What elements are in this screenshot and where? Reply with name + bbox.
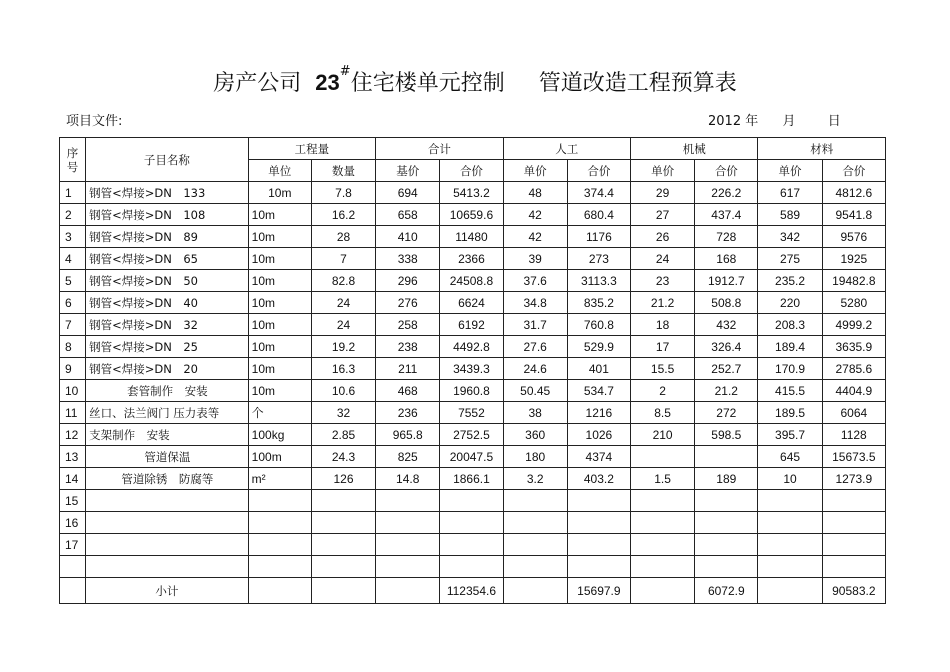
row-material-total: 6064 — [822, 402, 885, 424]
row-machine-unit-price: 23 — [630, 270, 694, 292]
row-base-price: 338 — [376, 248, 440, 270]
row-machine-unit-price: 2 — [630, 380, 694, 402]
row-quantity: 7 — [311, 248, 375, 270]
row-unit — [248, 490, 311, 512]
row-material-unit-price: 170.9 — [758, 358, 822, 380]
row-quantity: 24 — [311, 292, 375, 314]
date-year: 2012 年 — [708, 114, 759, 129]
table-row — [60, 402, 886, 424]
row-item-name: 钢管<焊接>DN 32 — [86, 314, 249, 336]
subtotal-material: 90583.2 — [822, 578, 885, 604]
title-company: 房产公司 — [213, 71, 302, 96]
row-material-unit-price: 189.4 — [758, 336, 822, 358]
row-material-unit-price — [758, 556, 822, 578]
row-material-unit-price: 589 — [758, 204, 822, 226]
row-quantity: 16.2 — [311, 204, 375, 226]
row-labor-total: 403.2 — [567, 468, 630, 490]
row-index: 6 — [60, 292, 86, 314]
header-labor-group: 人工 — [503, 138, 630, 160]
row-unit: 10m — [248, 226, 311, 248]
row-labor-total: 401 — [567, 358, 630, 380]
row-machine-total: 189 — [695, 468, 758, 490]
row-labor-total: 1176 — [567, 226, 630, 248]
row-total-price: 10659.6 — [440, 204, 503, 226]
row-material-total: 4812.6 — [822, 182, 885, 204]
row-quantity — [311, 556, 375, 578]
row-unit: 10m — [248, 248, 311, 270]
row-machine-total: 1912.7 — [695, 270, 758, 292]
row-total-price — [440, 512, 503, 534]
row-machine-unit-price: 18 — [630, 314, 694, 336]
row-item-name: 支架制作 安装 — [86, 424, 249, 446]
header-quantity-group: 工程量 — [248, 138, 375, 160]
row-unit: 10m — [248, 204, 311, 226]
subtotal-total: 112354.6 — [440, 578, 503, 604]
row-base-price: 276 — [376, 292, 440, 314]
row-total-price: 7552 — [440, 402, 503, 424]
row-index: 3 — [60, 226, 86, 248]
row-quantity — [311, 512, 375, 534]
subtotal-row — [60, 578, 886, 604]
row-index: 14 — [60, 468, 86, 490]
row-material-total — [822, 534, 885, 556]
row-machine-unit-price: 15.5 — [630, 358, 694, 380]
row-unit: 个 — [248, 402, 311, 424]
row-labor-unit-price: 37.6 — [503, 270, 567, 292]
row-machine-total: 168 — [695, 248, 758, 270]
row-total-price: 6624 — [440, 292, 503, 314]
row-machine-unit-price: 24 — [630, 248, 694, 270]
row-material-unit-price — [758, 490, 822, 512]
table-row — [60, 358, 886, 380]
title-number-mark: # — [339, 64, 351, 79]
subtotal-machine: 6072.9 — [695, 578, 758, 604]
row-base-price: 14.8 — [376, 468, 440, 490]
row-index: 13 — [60, 446, 86, 468]
row-base-price: 211 — [376, 358, 440, 380]
row-index: 5 — [60, 270, 86, 292]
row-base-price — [376, 534, 440, 556]
row-material-unit-price: 645 — [758, 446, 822, 468]
row-quantity: 10.6 — [311, 380, 375, 402]
row-labor-unit-price: 24.6 — [503, 358, 567, 380]
row-material-unit-price: 189.5 — [758, 402, 822, 424]
row-index: 15 — [60, 490, 86, 512]
row-labor-total: 1026 — [567, 424, 630, 446]
subtotal-label: 小计 — [86, 578, 249, 604]
table-row — [60, 534, 886, 556]
row-quantity: 126 — [311, 468, 375, 490]
row-total-price: 2366 — [440, 248, 503, 270]
row-item-name: 钢管<焊接>DN 108 — [86, 204, 249, 226]
row-machine-unit-price — [630, 446, 694, 468]
row-machine-total: 598.5 — [695, 424, 758, 446]
row-item-name: 丝口、法兰阀门 压力表等 — [86, 402, 249, 424]
row-labor-total: 760.8 — [567, 314, 630, 336]
row-unit: 10m — [248, 292, 311, 314]
row-labor-unit-price: 180 — [503, 446, 567, 468]
row-machine-unit-price — [630, 556, 694, 578]
row-material-total — [822, 490, 885, 512]
row-base-price: 658 — [376, 204, 440, 226]
row-labor-total — [567, 490, 630, 512]
row-material-total: 1128 — [822, 424, 885, 446]
header-unit: 单位 — [248, 160, 311, 182]
row-machine-total — [695, 512, 758, 534]
table-row — [60, 424, 886, 446]
row-material-unit-price — [758, 534, 822, 556]
row-material-unit-price: 275 — [758, 248, 822, 270]
header-total-price: 合价 — [440, 160, 503, 182]
page-title — [0, 66, 950, 97]
header-material-group: 材料 — [758, 138, 886, 160]
row-machine-unit-price: 17 — [630, 336, 694, 358]
row-total-price: 5413.2 — [440, 182, 503, 204]
table-row — [60, 490, 886, 512]
row-unit: 10m — [248, 182, 311, 204]
header-row-1 — [60, 138, 886, 160]
row-labor-total: 4374 — [567, 446, 630, 468]
row-item-name — [86, 534, 249, 556]
row-labor-total — [567, 556, 630, 578]
row-total-price: 1866.1 — [440, 468, 503, 490]
row-material-unit-price: 395.7 — [758, 424, 822, 446]
project-file-label: 项目文件: — [66, 114, 123, 129]
table-row — [60, 380, 886, 402]
row-total-price — [440, 556, 503, 578]
row-labor-unit-price: 3.2 — [503, 468, 567, 490]
date-day: 日 — [827, 114, 841, 129]
row-base-price: 694 — [376, 182, 440, 204]
row-unit — [248, 534, 311, 556]
row-material-total: 4999.2 — [822, 314, 885, 336]
table-row — [60, 556, 886, 578]
row-base-price — [376, 556, 440, 578]
row-labor-total — [567, 512, 630, 534]
header-material-unit-price: 单价 — [758, 160, 822, 182]
header-machine-unit-price: 单价 — [630, 160, 694, 182]
table-row — [60, 292, 886, 314]
table-row — [60, 204, 886, 226]
row-material-total: 1925 — [822, 248, 885, 270]
row-labor-total: 374.4 — [567, 182, 630, 204]
row-total-price: 4492.8 — [440, 336, 503, 358]
row-total-price: 11480 — [440, 226, 503, 248]
table-row — [60, 336, 886, 358]
header-base-price: 基价 — [376, 160, 440, 182]
row-unit: 100m — [248, 446, 311, 468]
row-index: 8 — [60, 336, 86, 358]
row-index: 10 — [60, 380, 86, 402]
header-machine-total-price: 合价 — [695, 160, 758, 182]
row-index: 11 — [60, 402, 86, 424]
row-quantity: 24.3 — [311, 446, 375, 468]
row-material-unit-price: 342 — [758, 226, 822, 248]
row-item-name: 套管制作 安装 — [86, 380, 249, 402]
row-base-price: 258 — [376, 314, 440, 336]
row-item-name: 钢管<焊接>DN 40 — [86, 292, 249, 314]
row-material-unit-price: 220 — [758, 292, 822, 314]
header-quantity: 数量 — [311, 160, 375, 182]
row-base-price: 410 — [376, 226, 440, 248]
row-base-price: 238 — [376, 336, 440, 358]
row-quantity: 82.8 — [311, 270, 375, 292]
table-row — [60, 468, 886, 490]
row-material-total — [822, 512, 885, 534]
row-machine-unit-price — [630, 490, 694, 512]
row-index: 16 — [60, 512, 86, 534]
date-month: 月 — [782, 114, 796, 129]
row-quantity: 28 — [311, 226, 375, 248]
row-item-name: 钢管<焊接>DN 25 — [86, 336, 249, 358]
table-row — [60, 248, 886, 270]
row-labor-unit-price: 48 — [503, 182, 567, 204]
row-labor-total: 3113.3 — [567, 270, 630, 292]
row-unit — [248, 556, 311, 578]
row-material-unit-price — [758, 512, 822, 534]
row-labor-unit-price: 31.7 — [503, 314, 567, 336]
row-machine-total: 21.2 — [695, 380, 758, 402]
row-labor-unit-price: 50.45 — [503, 380, 567, 402]
row-unit: 100kg — [248, 424, 311, 446]
row-machine-unit-price: 210 — [630, 424, 694, 446]
table-row — [60, 182, 886, 204]
row-quantity: 32 — [311, 402, 375, 424]
row-total-price — [440, 534, 503, 556]
row-machine-unit-price — [630, 512, 694, 534]
row-machine-total — [695, 534, 758, 556]
table-row — [60, 226, 886, 248]
row-base-price: 825 — [376, 446, 440, 468]
row-machine-total: 437.4 — [695, 204, 758, 226]
header-labor-unit-price: 单价 — [503, 160, 567, 182]
title-building-number: 23 — [315, 70, 340, 95]
row-base-price: 296 — [376, 270, 440, 292]
row-total-price: 2752.5 — [440, 424, 503, 446]
row-quantity: 2.85 — [311, 424, 375, 446]
row-material-total: 3635.9 — [822, 336, 885, 358]
row-item-name — [86, 490, 249, 512]
row-machine-total: 252.7 — [695, 358, 758, 380]
row-machine-unit-price: 8.5 — [630, 402, 694, 424]
row-labor-unit-price: 42 — [503, 204, 567, 226]
row-material-total — [822, 556, 885, 578]
row-material-total: 4404.9 — [822, 380, 885, 402]
header-total-group: 合计 — [376, 138, 503, 160]
row-labor-unit-price — [503, 490, 567, 512]
row-unit: 10m — [248, 270, 311, 292]
row-material-unit-price: 235.2 — [758, 270, 822, 292]
row-index: 9 — [60, 358, 86, 380]
row-machine-unit-price — [630, 534, 694, 556]
header-item-name: 子目名称 — [86, 138, 249, 182]
row-item-name: 钢管<焊接>DN 20 — [86, 358, 249, 380]
row-index: 4 — [60, 248, 86, 270]
title-building: 住宅楼单元控制 — [350, 71, 505, 96]
row-machine-unit-price: 29 — [630, 182, 694, 204]
row-material-unit-price: 10 — [758, 468, 822, 490]
row-quantity — [311, 534, 375, 556]
row-base-price — [376, 490, 440, 512]
row-quantity — [311, 490, 375, 512]
row-unit: 10m — [248, 336, 311, 358]
row-labor-total: 680.4 — [567, 204, 630, 226]
row-quantity: 16.3 — [311, 358, 375, 380]
row-total-price: 20047.5 — [440, 446, 503, 468]
row-item-name: 钢管<焊接>DN 89 — [86, 226, 249, 248]
table-row — [60, 512, 886, 534]
row-machine-total: 326.4 — [695, 336, 758, 358]
row-machine-total: 226.2 — [695, 182, 758, 204]
row-index: 12 — [60, 424, 86, 446]
row-material-total: 19482.8 — [822, 270, 885, 292]
row-item-name — [86, 556, 249, 578]
row-item-name: 钢管<焊接>DN 133 — [86, 182, 249, 204]
row-index: 7 — [60, 314, 86, 336]
row-labor-unit-price: 42 — [503, 226, 567, 248]
row-labor-total: 273 — [567, 248, 630, 270]
row-item-name: 钢管<焊接>DN 65 — [86, 248, 249, 270]
row-material-total: 1273.9 — [822, 468, 885, 490]
row-unit — [248, 512, 311, 534]
row-unit: 10m — [248, 380, 311, 402]
subtotal-labor: 15697.9 — [567, 578, 630, 604]
table-row — [60, 446, 886, 468]
title-subject: 管道改造工程预算表 — [538, 71, 737, 96]
row-machine-total: 508.8 — [695, 292, 758, 314]
row-material-total: 9541.8 — [822, 204, 885, 226]
row-material-unit-price: 415.5 — [758, 380, 822, 402]
row-unit: 10m — [248, 358, 311, 380]
row-machine-total — [695, 556, 758, 578]
row-machine-unit-price: 27 — [630, 204, 694, 226]
row-total-price: 24508.8 — [440, 270, 503, 292]
row-material-total: 15673.5 — [822, 446, 885, 468]
row-index: 17 — [60, 534, 86, 556]
row-labor-total: 529.9 — [567, 336, 630, 358]
row-item-name — [86, 512, 249, 534]
header-labor-total-price: 合价 — [567, 160, 630, 182]
row-unit: 10m — [248, 314, 311, 336]
row-item-name: 管道保温 — [86, 446, 249, 468]
row-quantity: 24 — [311, 314, 375, 336]
header-material-total-price: 合价 — [822, 160, 885, 182]
row-labor-unit-price — [503, 512, 567, 534]
row-material-total: 2785.6 — [822, 358, 885, 380]
row-material-total: 9576 — [822, 226, 885, 248]
row-total-price — [440, 490, 503, 512]
subtotal-idx — [60, 578, 86, 604]
row-labor-unit-price: 39 — [503, 248, 567, 270]
row-labor-total — [567, 534, 630, 556]
row-machine-total: 432 — [695, 314, 758, 336]
row-item-name: 管道除锈 防腐等 — [86, 468, 249, 490]
row-base-price: 965.8 — [376, 424, 440, 446]
row-machine-unit-price: 26 — [630, 226, 694, 248]
row-total-price: 1960.8 — [440, 380, 503, 402]
row-labor-total: 534.7 — [567, 380, 630, 402]
row-machine-total: 272 — [695, 402, 758, 424]
row-index — [60, 556, 86, 578]
row-labor-unit-price: 38 — [503, 402, 567, 424]
row-labor-total: 1216 — [567, 402, 630, 424]
row-base-price — [376, 512, 440, 534]
row-machine-unit-price: 1.5 — [630, 468, 694, 490]
row-machine-total: 728 — [695, 226, 758, 248]
row-machine-total — [695, 446, 758, 468]
row-total-price: 6192 — [440, 314, 503, 336]
row-machine-total — [695, 490, 758, 512]
row-labor-unit-price: 34.8 — [503, 292, 567, 314]
row-total-price: 3439.3 — [440, 358, 503, 380]
row-base-price: 236 — [376, 402, 440, 424]
row-index: 2 — [60, 204, 86, 226]
row-quantity: 19.2 — [311, 336, 375, 358]
row-material-unit-price: 208.3 — [758, 314, 822, 336]
row-quantity: 7.8 — [311, 182, 375, 204]
row-machine-unit-price: 21.2 — [630, 292, 694, 314]
date-line — [708, 110, 841, 129]
row-unit: m² — [248, 468, 311, 490]
table-row — [60, 270, 886, 292]
table-row — [60, 314, 886, 336]
row-labor-unit-price: 360 — [503, 424, 567, 446]
row-labor-total: 835.2 — [567, 292, 630, 314]
row-base-price: 468 — [376, 380, 440, 402]
row-item-name: 钢管<焊接>DN 50 — [86, 270, 249, 292]
row-material-total: 5280 — [822, 292, 885, 314]
row-material-unit-price: 617 — [758, 182, 822, 204]
row-labor-unit-price — [503, 534, 567, 556]
row-labor-unit-price: 27.6 — [503, 336, 567, 358]
row-index: 1 — [60, 182, 86, 204]
header-seq: 序号 — [60, 138, 86, 182]
budget-table — [59, 137, 886, 604]
header-machine-group: 机械 — [630, 138, 757, 160]
row-labor-unit-price — [503, 556, 567, 578]
